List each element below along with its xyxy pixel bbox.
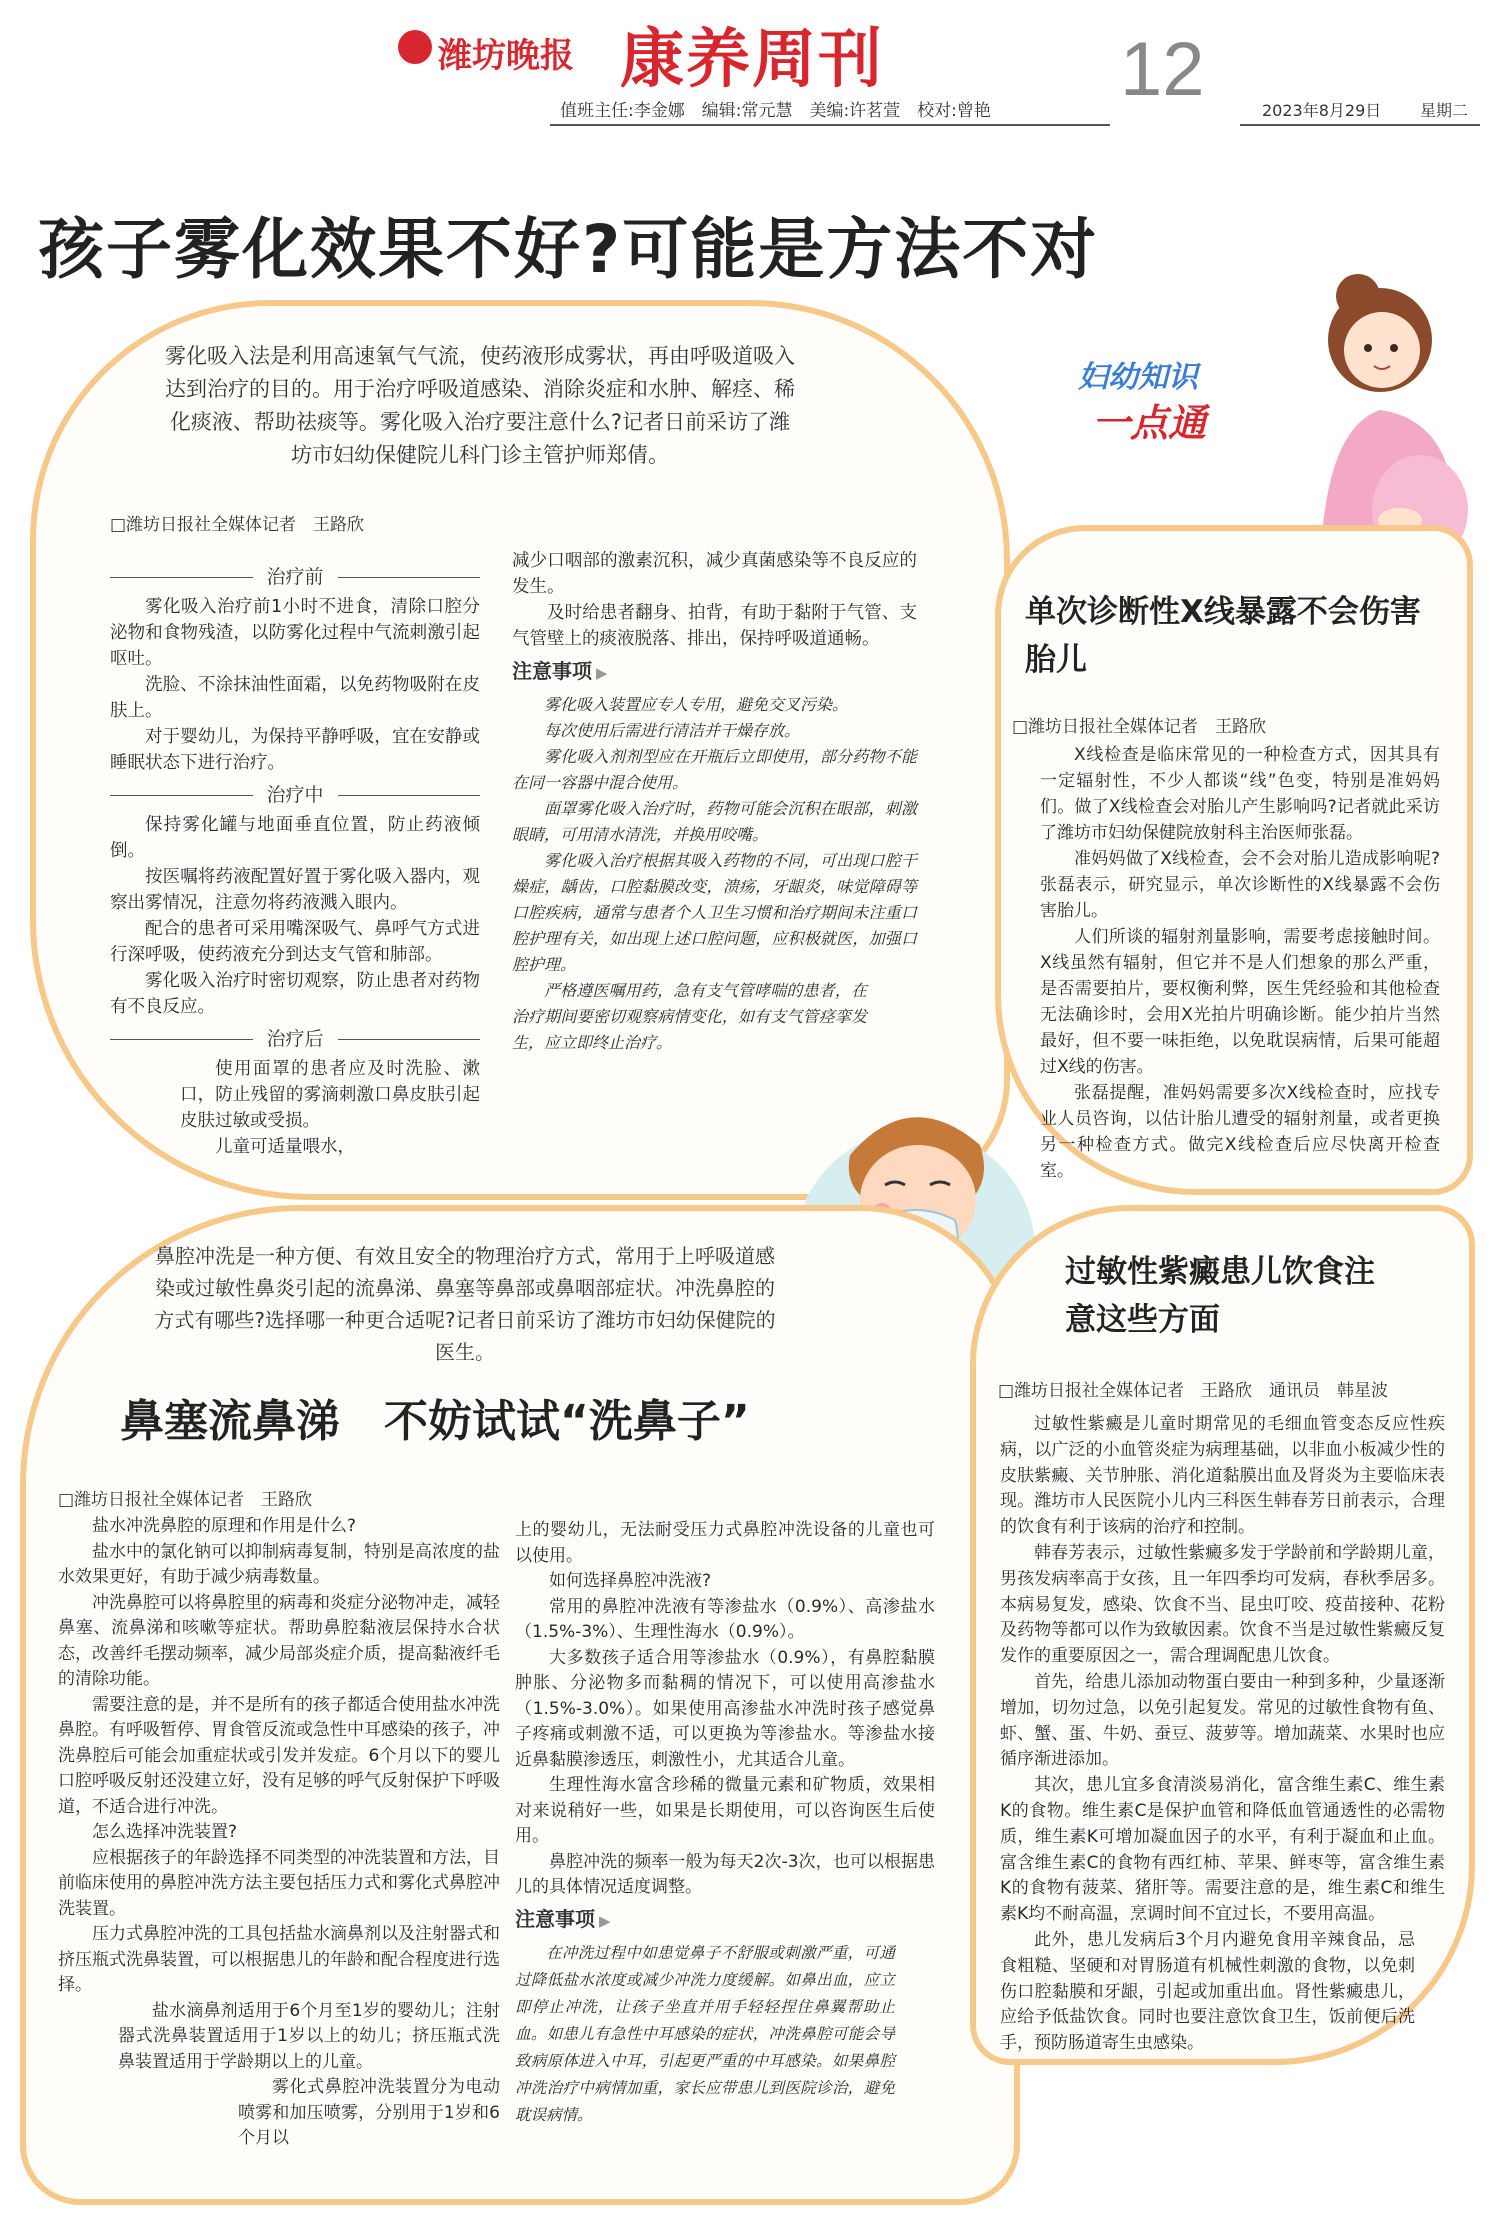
article4-p: 其次，患儿宜多食清淡易消化，富含维生素C、维生素K的食物。维生素C是保护血管和降低血管通透性的必需物质，维生素K可增加凝血因子的水平，有利于凝血和止血。富含维生素C的食物有西红柿、苹果、鲜枣等，富含维生素K的食物有菠菜、猪肝等。需要注意的是，维生素C和维生素K均不耐高温，烹调时间不宜过长，不要用高温。: [1000, 1775, 1445, 1925]
article3-title: 鼻塞流鼻涕 不妨试试“洗鼻子”: [120, 1396, 750, 1447]
article4-p: 此外，患儿发病后3个月内避免食用辛辣食品，忌食粗糙、坚硬和对胃肠道有机械性刺激的食物，以免刺伤口腔黏膜和牙龈，引起或加重出血。肾性紫癜患儿，应给予低盐饮食。同时也要注意饮食卫生，饭前便后洗手，预防肠道寄生虫感染。: [1000, 1929, 1415, 2054]
question: 盐水冲洗鼻腔的原理和作用是什么?: [92, 1516, 357, 1536]
article4-title: 过敏性紫癜患儿饮食注意这些方面: [1065, 1254, 1375, 1338]
question: 怎么选择冲洗装置?: [92, 1822, 238, 1842]
article4-p: 过敏性紫癜是儿童时期常见的毛细血管变态反应性疾病，以广泛的小血管炎症为病理基础，以非血小板减少性的皮肤紫癜、关节肿胀、消化道黏膜出血及肾炎为主要临床表现。潍坊市人民医院小儿内三科医生韩春芳日前表示，合理的饮食有利于该病的治疗和控制。: [1000, 1414, 1445, 1538]
after-p2: 儿童可适量喂水，: [215, 1137, 355, 1157]
note-item: 面罩雾化吸入治疗时，药物可能会沉积在眼部，刺激眼睛，可用清水清洗，并换用咬嘴。: [512, 799, 917, 844]
article3-p: 冲洗鼻腔可以将鼻腔里的病毒和炎症分泌物冲走，减轻鼻塞、流鼻涕和咳嗽等症状。帮助鼻腔黏液层保持水合状态，改善纤毛摆动频率，减少局部炎症介质，提高黏液纤毛的清除功能。: [58, 1592, 500, 1689]
article4-p: 首先，给患儿添加动物蛋白要由一种到多种，少量逐渐增加，切勿过急，以免引起复发。常见的过敏性食物有鱼、虾、蟹、蛋、牛奶、蚕豆、菠萝等。增加蔬菜、水果时也应循序渐进添加。: [1000, 1671, 1445, 1770]
article4-p: 韩春芳表示，过敏性紫癜多发于学龄前和学龄期儿童，男孩发病率高于女孩，且一年四季均可发病，春秋季居多。本病易复发，感染、饮食不当、昆虫叮咬、疫苗接种、花粉及药物等都可以作为致敏因素。饮食不当是过敏性紫癜反复发作的重要原因之一，需合理调配患儿饮食。: [1000, 1542, 1445, 1667]
article2-p: 准妈妈做了X线检查，会不会对胎儿造成影响呢?张磊表示，研究显示，单次诊断性的X线暴露不会伤害胎儿。: [1040, 849, 1440, 921]
during-p4: 雾化吸入治疗时密切观察，防止患者对药物有不良反应。: [110, 971, 480, 1017]
question: 如何选择鼻腔冲洗液?: [549, 1571, 712, 1591]
col2-p2: 及时给患者翻身、拍背，有助于黏附于气管、支气管壁上的痰液脱落、排出，保持呼吸道通畅。: [512, 603, 917, 649]
article2-p: X线检查是临床常见的一种检查方式，因其具有一定辐射性，不少人都谈“线”色变，特别是准妈妈们。做了X线检查会对胎儿产生影响吗?记者就此采访了潍坊市妇幼保健院放射科主治医师张磊。: [1040, 745, 1440, 843]
main-title: 孩子雾化效果不好?可能是方法不对: [38, 211, 1099, 288]
before-p3: 对于婴幼儿，为保持平静呼吸，宜在安静或睡眠状态下进行治疗。: [110, 727, 480, 773]
during-p3: 配合的患者可采用嘴深吸气、鼻呼气方式进行深呼吸，使药液充分到达支气管和肺部。: [110, 919, 480, 965]
during-p1: 保持雾化罐与地面垂直位置，防止药液倾倒。: [110, 815, 480, 861]
article3-p: 雾化式鼻腔冲洗装置分为电动喷雾和加压喷雾，分别用于1岁和6个月以: [238, 2077, 500, 2148]
before-p2: 洗脸、不涂抹油性面霜，以免药物吸附在皮肤上。: [110, 675, 480, 721]
page-number: 12: [1120, 27, 1205, 112]
after-p1: 使用面罩的患者应及时洗脸、漱口，防止残留的雾滴刺激口鼻皮肤引起皮肤过敏或受损。: [180, 1059, 480, 1131]
subhead-after: 治疗后: [110, 1026, 480, 1052]
article3-p: 盐水中的氯化钠可以抑制病毒复制，特别是高浓度的盐水效果更好，有助于减少病毒数量。: [58, 1541, 500, 1587]
subhead-during: 治疗中: [110, 782, 480, 808]
date: 2023年8月29日: [1262, 101, 1382, 120]
masthead-rule-right: [1240, 124, 1480, 126]
notes-list-1: [512, 692, 917, 1056]
note-item: 在冲洗过程中如患觉鼻子不舒服或刺激严重，可通过降低盐水浓度或减少冲洗力度缓解。如鼻出血，应立即停止冲洗，让孩子坐直并用手轻轻捏住鼻翼帮助止血。如患儿有急性中耳感染的症状，冲洗鼻腔可能会导致病原体进入中耳，引起更严重的中耳感染。如果鼻腔冲洗治疗中病情加重，家长应带患儿到医院诊治，避免耽误病情。: [515, 1944, 895, 2124]
article2-body: [1040, 742, 1440, 1184]
article1-col1: [110, 558, 480, 1160]
during-p2: 按医嘱将药液配置好置于雾化吸入器内，观察出雾情况，注意勿将药液溅入眼内。: [110, 867, 480, 913]
article2-p: 人们所谈的辐射剂量影响，需要考虑接触时间。X线虽然有辐射，但它并不是人们想象的那么严重，是否需要拍片，要权衡利弊，医生凭经验和其他检查无法确诊时，会用X光拍片明确诊断。能少拍片当然最好，但不要一味拒绝，以免耽误病情，后果可能超过X线的伤害。: [1040, 927, 1440, 1077]
article2-p: 张磊提醒，准妈妈需要多次X线检查时，应找专业人员咨询，以估计胎儿遭受的辐射剂量，或者更换另一种检查方式。做完X线检查后应尽快离开检查室。: [1040, 1083, 1440, 1181]
article3-p: 盐水滴鼻剂适用于6个月至1岁的婴幼儿；注射器式洗鼻装置适用于1岁以上的幼儿；挤压瓶式洗鼻装置适用于学龄期以上的儿童。: [118, 2000, 500, 2072]
article3-intro: 鼻腔冲洗是一种方便、有效且安全的物理治疗方式，常用于上呼吸道感染或过敏性鼻炎引起的流鼻涕、鼻塞等鼻部或鼻咽部症状。冲洗鼻腔的方式有哪些?选择哪一种更合适呢?记者日前采访了潍坊市妇幼保健院的医生。: [154, 1244, 776, 1364]
article3-p: 应根据孩子的年龄选择不同类型的冲洗装置和方法，目前临床使用的鼻腔冲洗方法主要包括压力式和雾化式鼻腔冲洗装置。: [58, 1847, 500, 1919]
article4-byline: □潍坊日报社全媒体记者 王路欣 通讯员 韩星波: [998, 1381, 1389, 1401]
article3-p: 生理性海水富含珍稀的微量元素和矿物质，效果相对来说稍好一些，如果是长期使用，可以咨询医生后使用。: [515, 1775, 935, 1846]
subhead-before: 治疗前: [110, 564, 480, 590]
masthead: [0, 0, 1500, 130]
article2-byline: □潍坊日报社全媒体记者 王路欣: [1012, 717, 1267, 737]
weekday: 星期二: [1420, 101, 1469, 120]
before-p1: 雾化吸入治疗前1小时不进食，清除口腔分泌物和食物残渣，以防雾化过程中气流刺激引起呕吐。: [110, 597, 480, 669]
section-name: 康养周刊: [620, 23, 884, 97]
notes-list-2: [515, 1940, 935, 2129]
article1-byline: □潍坊日报社全媒体记者 王路欣: [110, 515, 365, 535]
article3-p: 上的婴幼儿，无法耐受压力式鼻腔冲洗设备的儿童也可以使用。: [515, 1520, 935, 1566]
article3-col2: [515, 1518, 935, 2129]
article1-col2: [512, 548, 917, 1056]
article3-p: 常用的鼻腔冲洗液有等渗盐水（0.9%）、高渗盐水（1.5%-3%）、生理性海水（0.9%）。: [515, 1596, 935, 1642]
masthead-rule: [550, 124, 1110, 126]
logo-line1: 妇幼知识: [1078, 360, 1198, 395]
note-title-1: 注意事项 ▶: [512, 659, 608, 683]
article3-p: 大多数孩子适合用等渗盐水（0.9%），有鼻腔黏膜肿胀、分泌物多而黏稠的情况下，可以使用高渗盐水（1.5%-3.0%）。如果使用高渗盐水冲洗时孩子感觉鼻子疼痛或刺激不适，可以更换为等渗盐水。等渗盐水接近鼻黏膜渗透压，刺激性小，尤其适合儿童。: [515, 1647, 935, 1770]
article4-body: [1000, 1412, 1445, 2057]
note-item: 每次使用后需进行清洁并干燥存放。: [544, 721, 801, 740]
article3-col1: [58, 1514, 500, 2152]
article3-p: 压力式鼻腔冲洗的工具包括盐水滴鼻剂以及注射器式和挤压瓶式洗鼻装置，可以根据患儿的年龄和配合程度进行选择。: [58, 1924, 500, 1995]
note-item: 严格遵医嘱用药，急有支气管哮喘的患者，在治疗期间要密切观察病情变化，如有支气管痉挛发生，应立即终止治疗。: [512, 981, 867, 1052]
paper-name: 潍坊晚报: [438, 36, 574, 76]
article1-intro: 雾化吸入法是利用高速氧气气流，使药液形成雾状，再由呼吸道吸入达到治疗的目的。用于治疗呼吸道感染、消除炎症和水肿、解痉、稀化痰液、帮助祛痰等。雾化吸入治疗要注意什么?记者日前采访了潍坊市妇幼保健院儿科门诊主管护师郑倩。: [165, 344, 795, 467]
note-title-2: 注意事项 ▶: [515, 1906, 611, 1931]
paper-logo-icon: [398, 30, 432, 64]
article3-p: 鼻腔冲洗的频率一般为每天2次-3次，也可以根据患儿的具体情况适度调整。: [515, 1851, 935, 1897]
note-item: 雾化吸入装置应专人专用，避免交叉污染。: [544, 695, 849, 714]
col2-p1: 减少口咽部的激素沉积，减少真菌感染等不良反应的发生。: [512, 551, 917, 597]
logo-line2: 一点通: [1092, 401, 1207, 445]
article3-p: 需要注意的是，并不是所有的孩子都适合使用盐水冲洗鼻腔。有呼吸暂停、胃食管反流或急性中耳感染的孩子，冲洗鼻腔后可能会加重症状或引发并发症。6个月以下的婴儿口腔呼吸反射还没建立好，没有足够的呼气反射保护下呼吸道，不适合进行冲洗。: [58, 1694, 500, 1817]
article3-byline: □潍坊日报社全媒体记者 王路欣: [58, 1490, 313, 1510]
note-item: 雾化吸入剂剂型应在开瓶后立即使用，部分药物不能在同一容器中混合使用。: [512, 747, 917, 792]
article2-title: 单次诊断性X线暴露不会伤害胎儿: [1025, 594, 1421, 678]
note-item: 雾化吸入治疗根据其吸入药物的不同，可出现口腔干燥症，龋齿，口腔黏膜改变，溃疡，牙龈炎，味觉障碍等口腔疾病，通常与患者个人卫生习惯和治疗期间未注重口腔护理有关，如出现上述口腔问题，应积极就医，加强口腔护理。: [512, 851, 917, 974]
editors-line: 值班主任:李金娜 编辑:常元慧 美编:许茗萱 校对:曾艳: [560, 101, 991, 121]
